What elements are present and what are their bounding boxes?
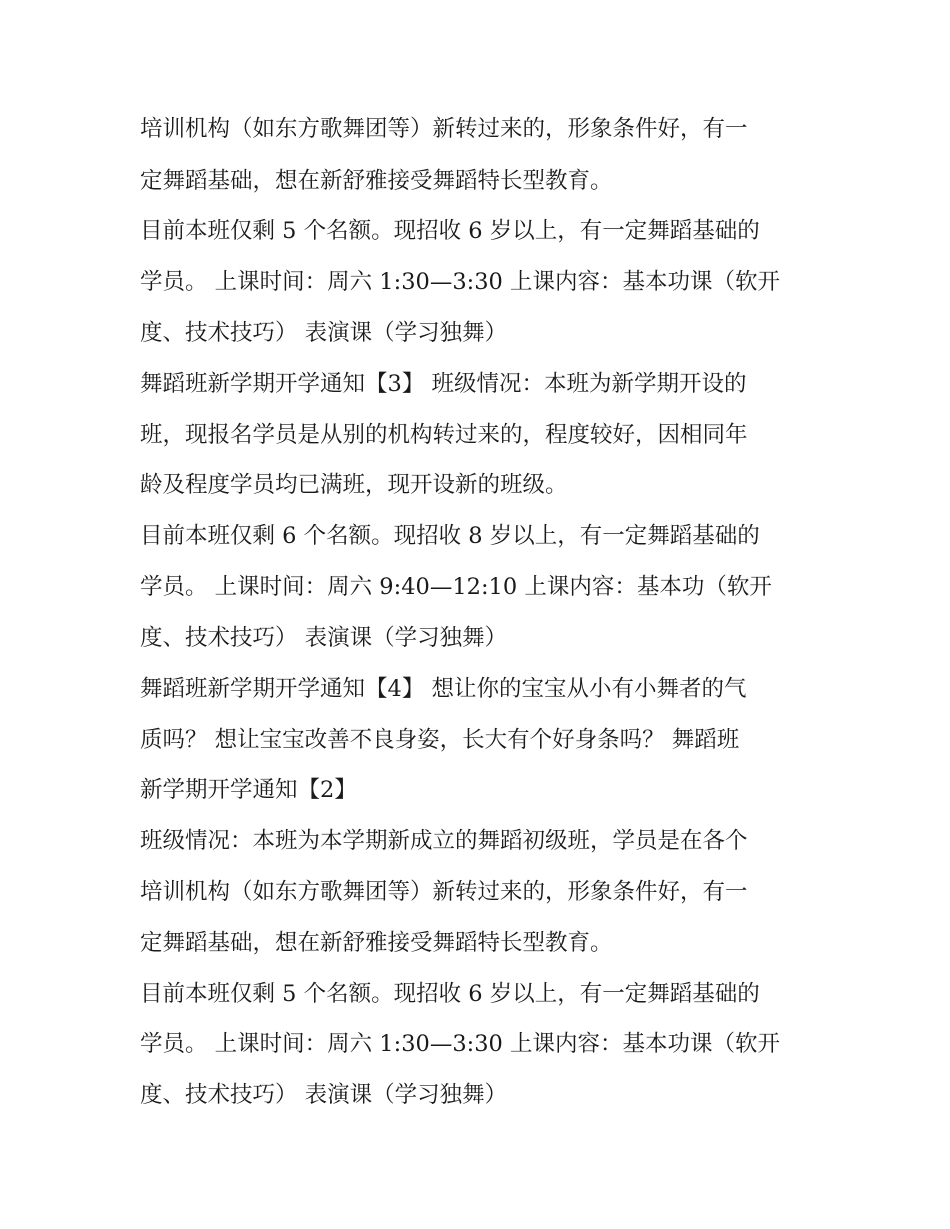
text-line: 培训机构（如东方歌舞团等）新转过来的，形象条件好，有一 bbox=[140, 879, 748, 905]
text-line: 目前本班仅剩 6 个名额。现招收 8 岁以上，有一定舞蹈基础的 bbox=[140, 523, 760, 549]
text-line: 目前本班仅剩 5 个名额。现招收 6 岁以上，有一定舞蹈基础的 bbox=[140, 981, 760, 1007]
text-line: 度、技术技巧） 表演课（学习独舞） bbox=[140, 625, 508, 651]
text-line: 新学期开学通知【2】 bbox=[140, 777, 357, 803]
text-line: 龄及程度学员均已满班，现开设新的班级。 bbox=[140, 472, 568, 498]
text-line: 度、技术技巧） 表演课（学习独舞） bbox=[140, 1082, 508, 1108]
text-line: 舞蹈班新学期开学通知【4】 想让你的宝宝从小有小舞者的气 bbox=[140, 676, 747, 702]
text-line: 班，现报名学员是从别的机构转过来的，程度较好，因相同年 bbox=[140, 422, 748, 448]
text-line: 定舞蹈基础，想在新舒雅接受舞蹈特长型教育。 bbox=[140, 168, 613, 194]
text-line: 目前本班仅剩 5 个名额。现招收 6 岁以上，有一定舞蹈基础的 bbox=[140, 218, 760, 244]
text-line: 学员。 上课时间：周六 1:30—3:30 上课内容：基本功课（软开 bbox=[140, 269, 781, 295]
text-line: 培训机构（如东方歌舞团等）新转过来的，形象条件好，有一 bbox=[140, 116, 748, 142]
text-line: 学员。 上课时间：周六 1:30—3:30 上课内容：基本功课（软开 bbox=[140, 1031, 781, 1057]
text-line: 舞蹈班新学期开学通知【3】 班级情况：本班为新学期开设的 bbox=[140, 371, 747, 397]
text-line: 班级情况：本班为本学期新成立的舞蹈初级班，学员是在各个 bbox=[140, 828, 748, 854]
text-line: 定舞蹈基础，想在新舒雅接受舞蹈特长型教育。 bbox=[140, 930, 613, 956]
text-line: 学员。 上课时间：周六 9:40—12:10 上课内容：基本功（软开 bbox=[140, 574, 772, 600]
text-line: 质吗？ 想让宝宝改善不良身姿，长大有个好身条吗？ 舞蹈班 bbox=[140, 727, 740, 753]
text-line: 度、技术技巧） 表演课（学习独舞） bbox=[140, 320, 508, 346]
